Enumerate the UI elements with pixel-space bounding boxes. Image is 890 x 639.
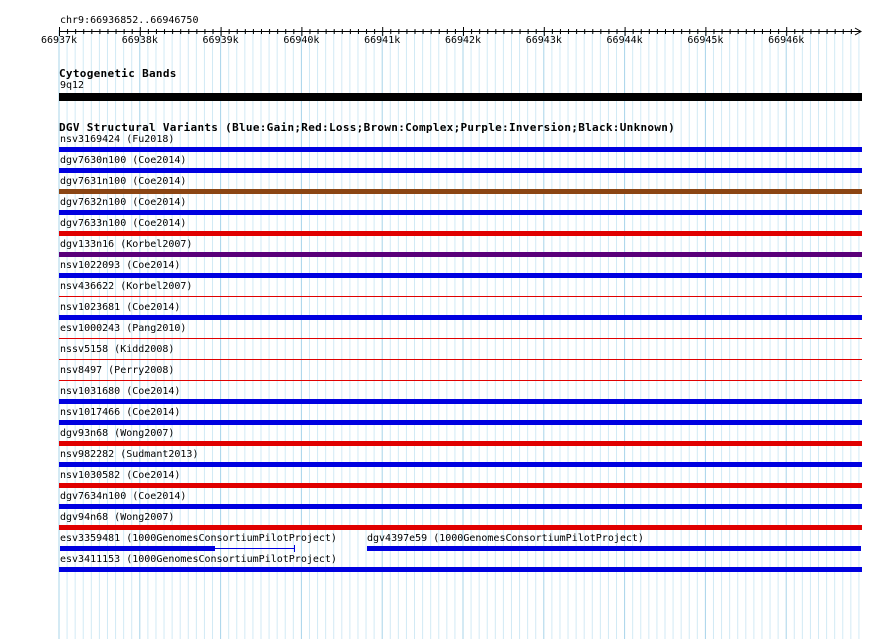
variant-label-dgv4397e59[interactable]: dgv4397e59 (1000GenomesConsortiumPilotProject) [367, 533, 644, 544]
variant-bar[interactable] [59, 147, 862, 152]
variant-label[interactable]: esv1000243 (Pang2010) [60, 323, 187, 334]
variant-bar-esv3359481-end [294, 545, 295, 552]
cytoband-label[interactable]: 9q12 [60, 80, 85, 91]
locus-label: chr9:66936852..66946750 [60, 15, 199, 26]
variant-bar-esv3359481-tail[interactable] [215, 548, 295, 549]
variant-label[interactable]: nsv982282 (Sudmant2013) [60, 449, 199, 460]
variant-bar[interactable] [59, 420, 862, 425]
variant-bar[interactable] [59, 273, 862, 278]
ruler-tick-label: 66945k [687, 35, 724, 46]
variant-label[interactable]: nsv1017466 (Coe2014) [60, 407, 181, 418]
variant-label[interactable]: dgv133n16 (Korbel2007) [60, 239, 193, 250]
variant-label[interactable]: dgv7630n100 (Coe2014) [60, 155, 187, 166]
variant-bar[interactable] [59, 504, 862, 509]
variant-bar[interactable] [59, 441, 862, 446]
ruler-tick-label: 66944k [606, 35, 643, 46]
ruler-tick-label: 66946k [768, 35, 805, 46]
position-ruler [0, 0, 890, 60]
variant-bar[interactable] [59, 231, 862, 236]
variant-bar[interactable] [59, 338, 862, 339]
variant-bar[interactable] [59, 296, 862, 297]
ruler-tick-label: 66939k [202, 35, 239, 46]
variant-label[interactable]: nsv8497 (Perry2008) [60, 365, 175, 376]
variant-label[interactable]: dgv7632n100 (Coe2014) [60, 197, 187, 208]
variant-label[interactable]: nsv1031680 (Coe2014) [60, 386, 181, 397]
variant-label[interactable]: nsv3169424 (Fu2018) [60, 134, 175, 145]
variant-label[interactable]: nsv1022093 (Coe2014) [60, 260, 181, 271]
variant-label[interactable]: dgv93n68 (Wong2007) [60, 428, 175, 439]
cytoband-bar[interactable] [59, 93, 862, 101]
ruler-tick-label: 66940k [283, 35, 320, 46]
ruler-tick-label: 66943k [525, 35, 562, 46]
variant-bar-dgv4397e59[interactable] [367, 546, 861, 551]
variant-bar[interactable] [59, 399, 862, 404]
variant-label[interactable]: nsv1030582 (Coe2014) [60, 470, 181, 481]
variant-label[interactable]: dgv7631n100 (Coe2014) [60, 176, 187, 187]
variant-bar-esv3411153[interactable] [59, 567, 862, 572]
variant-bar[interactable] [59, 252, 862, 257]
dgv-track-title: DGV Structural Variants (Blue:Gain;Red:Loss;Brown:Complex;Purple:Inversion;Black:Unknown) [59, 121, 676, 134]
variant-bar-esv3359481[interactable] [60, 546, 215, 551]
variant-label[interactable]: dgv7633n100 (Coe2014) [60, 218, 187, 229]
variant-bar[interactable] [59, 525, 862, 530]
variant-label[interactable]: dgv7634n100 (Coe2014) [60, 491, 187, 502]
variant-bar[interactable] [59, 168, 862, 173]
variant-label-esv3359481[interactable]: esv3359481 (1000GenomesConsortiumPilotProject) [60, 533, 337, 544]
variant-label[interactable]: dgv94n68 (Wong2007) [60, 512, 175, 523]
variant-label[interactable]: nsv436622 (Korbel2007) [60, 281, 193, 292]
ruler-tick-label: 66937k [40, 35, 78, 46]
ruler-tick-label: 66941k [364, 35, 401, 46]
variant-bar[interactable] [59, 380, 862, 381]
cytoband-track-title: Cytogenetic Bands [59, 67, 177, 80]
variant-label-esv3411153[interactable]: esv3411153 (1000GenomesConsortiumPilotProject) [60, 554, 337, 565]
ruler-tick-label: 66942k [444, 35, 482, 46]
variant-bar[interactable] [59, 210, 862, 215]
variant-label[interactable]: nsv1023681 (Coe2014) [60, 302, 181, 313]
variant-bar[interactable] [59, 483, 862, 488]
variant-bar[interactable] [59, 189, 862, 194]
variant-label[interactable]: nssv5158 (Kidd2008) [60, 344, 175, 355]
variant-bar[interactable] [59, 462, 862, 467]
ruler-tick-label: 66938k [121, 35, 158, 46]
variant-bar[interactable] [59, 315, 862, 320]
variant-bar[interactable] [59, 359, 862, 360]
